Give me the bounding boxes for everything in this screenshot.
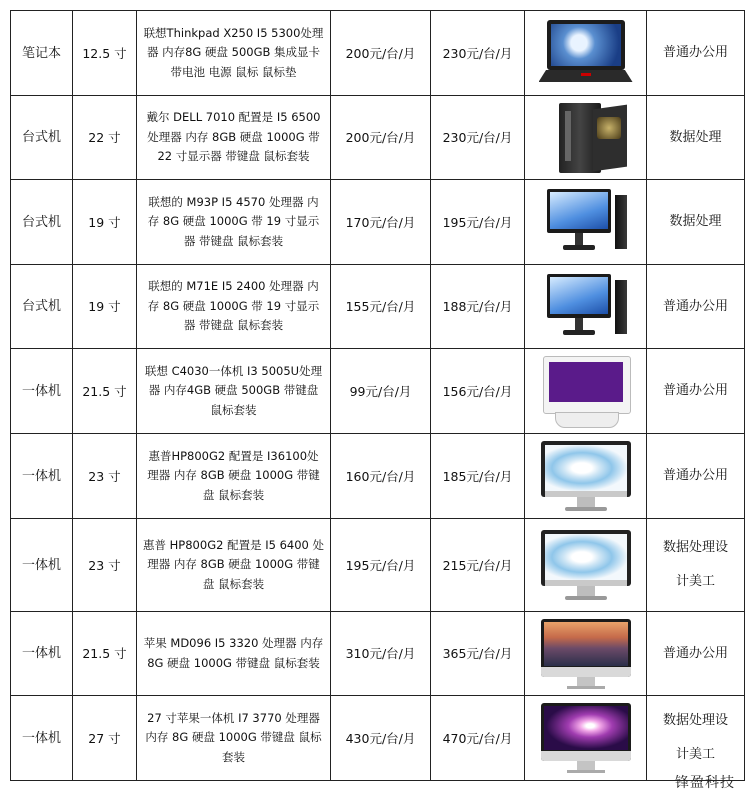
table-row <box>11 11 745 96</box>
screen-size-cell: 12.5 寸 <box>73 11 137 96</box>
price-cell: 215元/台/月 <box>431 519 525 612</box>
product-image-cell <box>525 519 647 612</box>
usage-cell <box>647 519 745 612</box>
usage-cell: 数据处理 <box>647 180 745 265</box>
table-row <box>11 96 745 180</box>
usage-line: 数据处理设 <box>662 713 728 728</box>
usage-cell: 普通办公用 <box>647 11 745 96</box>
white-all-in-one-image <box>537 354 635 428</box>
rental-price-table <box>10 10 745 781</box>
price-cell: 99元/台/月 <box>331 349 431 434</box>
table-row <box>11 696 745 781</box>
hp-all-in-one-image <box>537 528 635 602</box>
product-image-cell <box>525 696 647 781</box>
laptop-image <box>537 18 635 88</box>
price-cell: 188元/台/月 <box>431 265 525 349</box>
device-type-cell: 一体机 <box>11 696 73 781</box>
price-cell: 230元/台/月 <box>431 11 525 96</box>
usage-line: 数据处理设 <box>662 540 728 555</box>
table-row <box>11 612 745 696</box>
screen-size-cell: 21.5 寸 <box>73 612 137 696</box>
screen-size-cell: 19 寸 <box>73 180 137 265</box>
price-cell: 200元/台/月 <box>331 96 431 180</box>
device-type-cell: 一体机 <box>11 349 73 434</box>
spec-cell: 联想 C4030一体机 I3 5005U处理器 内存4GB 硬盘 500GB 带键盘 鼠标套装 <box>137 349 331 434</box>
spec-cell: 苹果 MD096 I5 3320 处理器 内存 8G 硬盘 1000G 带键盘 鼠标套装 <box>137 612 331 696</box>
spec-cell: 联想的 M93P I5 4570 处理器 内存 8G 硬盘 1000G 带 19 寸显示器 带键盘 鼠标套装 <box>137 180 331 265</box>
price-cell: 365元/台/月 <box>431 612 525 696</box>
screen-size-cell: 23 寸 <box>73 519 137 612</box>
product-image-cell <box>525 349 647 434</box>
device-type-cell: 台式机 <box>11 96 73 180</box>
device-type-cell: 一体机 <box>11 519 73 612</box>
usage-cell: 普通办公用 <box>647 265 745 349</box>
spec-cell: 联想的 M71E I5 2400 处理器 内存 8G 硬盘 1000G 带 19 寸显示器 带键盘 鼠标套装 <box>137 265 331 349</box>
device-type-cell: 台式机 <box>11 265 73 349</box>
price-cell: 195元/台/月 <box>331 519 431 612</box>
screen-size-cell: 27 寸 <box>73 696 137 781</box>
desktop-monitor-image <box>537 270 635 344</box>
workstation-tower-image <box>537 101 635 175</box>
screen-size-cell: 19 寸 <box>73 265 137 349</box>
price-cell: 200元/台/月 <box>331 11 431 96</box>
table-row <box>11 180 745 265</box>
spec-cell: 惠普HP800G2 配置是 I36100处理器 内存 8GB 硬盘 1000G 带键盘 鼠标套装 <box>137 434 331 519</box>
imac-image <box>537 617 635 691</box>
product-image-cell <box>525 434 647 519</box>
usage-cell: 普通办公用 <box>647 349 745 434</box>
imac-image <box>537 701 635 775</box>
product-image-cell <box>525 180 647 265</box>
screen-size-cell: 21.5 寸 <box>73 349 137 434</box>
table-row <box>11 265 745 349</box>
table-row <box>11 519 745 612</box>
product-image-cell <box>525 612 647 696</box>
price-cell: 230元/台/月 <box>431 96 525 180</box>
table-row <box>11 349 745 434</box>
usage-cell: 普通办公用 <box>647 434 745 519</box>
price-cell: 310元/台/月 <box>331 612 431 696</box>
product-image-cell <box>525 265 647 349</box>
usage-cell <box>647 696 745 781</box>
price-cell: 160元/台/月 <box>331 434 431 519</box>
device-type-cell: 一体机 <box>11 612 73 696</box>
company-watermark: 锋盈科技 <box>675 775 735 791</box>
price-cell: 156元/台/月 <box>431 349 525 434</box>
screen-size-cell: 22 寸 <box>73 96 137 180</box>
usage-cell: 普通办公用 <box>647 612 745 696</box>
usage-cell: 数据处理 <box>647 96 745 180</box>
usage-line: 计美工 <box>675 747 715 762</box>
device-type-cell: 台式机 <box>11 180 73 265</box>
hp-all-in-one-image <box>537 439 635 513</box>
spec-cell: 惠普 HP800G2 配置是 I5 6400 处理器 内存 8GB 硬盘 1000G 带键盘 鼠标套装 <box>137 519 331 612</box>
price-cell: 195元/台/月 <box>431 180 525 265</box>
screen-size-cell: 23 寸 <box>73 434 137 519</box>
price-cell: 470元/台/月 <box>431 696 525 781</box>
product-image-cell <box>525 11 647 96</box>
spec-cell: 联想Thinkpad X250 I5 5300处理器 内存8G 硬盘 500GB 集成显卡 带电池 电源 鼠标 鼠标垫 <box>137 11 331 96</box>
product-image-cell <box>525 96 647 180</box>
price-cell: 185元/台/月 <box>431 434 525 519</box>
price-cell: 430元/台/月 <box>331 696 431 781</box>
price-cell: 170元/台/月 <box>331 180 431 265</box>
price-cell: 155元/台/月 <box>331 265 431 349</box>
desktop-monitor-image <box>537 185 635 259</box>
spec-cell: 27 寸苹果一体机 I7 3770 处理器 内存 8G 硬盘 1000G 带键盘 鼠标套装 <box>137 696 331 781</box>
device-type-cell: 笔记本 <box>11 11 73 96</box>
usage-line: 计美工 <box>675 574 715 589</box>
table-row <box>11 434 745 519</box>
spec-cell: 戴尔 DELL 7010 配置是 I5 6500 处理器 内存 8GB 硬盘 1000G 带 22 寸显示器 带键盘 鼠标套装 <box>137 96 331 180</box>
device-type-cell: 一体机 <box>11 434 73 519</box>
